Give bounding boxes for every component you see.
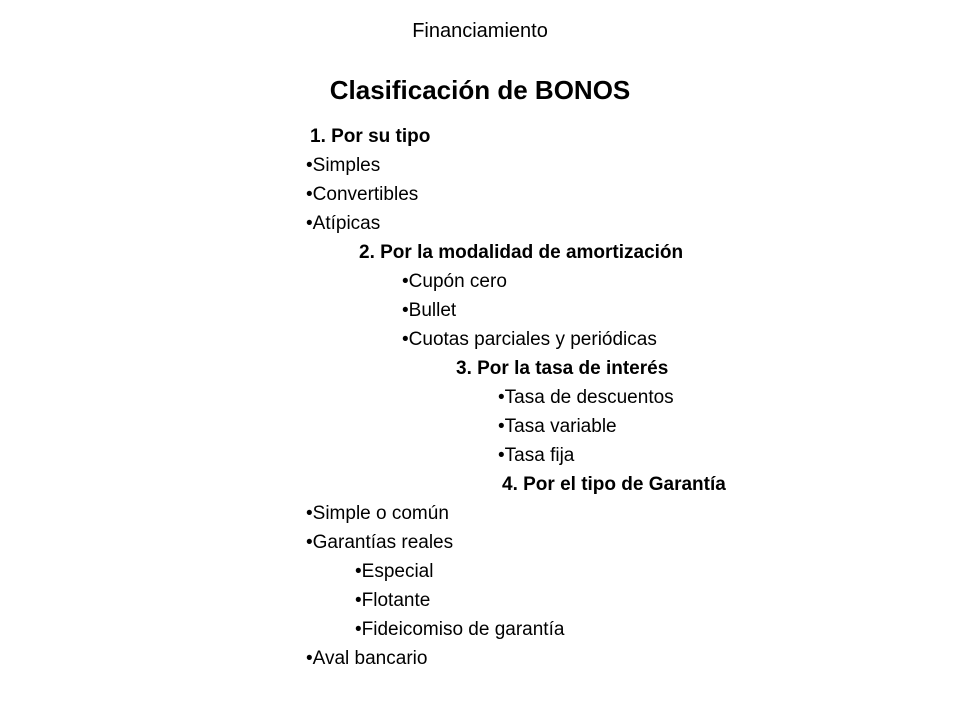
outline-item-label: 2. Por la modalidad de amortización — [359, 242, 684, 263]
outline-item-label: Cuotas parciales y periódicas — [408, 329, 657, 350]
bullet-icon: • — [355, 619, 362, 640]
outline-item-label: 4. Por el tipo de Garantía — [502, 474, 726, 495]
outline-item-label: Fideicomiso de garantía — [361, 619, 565, 640]
outline-item-label: Simple o común — [312, 503, 449, 524]
outline-heading — [502, 472, 726, 498]
outline-bullet-item — [306, 530, 453, 556]
bullet-icon: • — [355, 590, 362, 611]
outline-item-label: Simples — [312, 155, 381, 176]
outline-item-label: Aval bancario — [312, 648, 428, 669]
outline-item-label: Tasa variable — [504, 416, 617, 437]
outline-bullet-item — [402, 298, 456, 324]
outline-item-label: Atípicas — [312, 213, 381, 234]
outline-heading — [310, 124, 430, 150]
outline-item-label: Garantías reales — [312, 532, 454, 553]
slide-title: Clasificación de BONOS — [329, 75, 631, 105]
bullet-icon: • — [306, 648, 313, 669]
bullet-icon: • — [402, 271, 409, 292]
bullet-icon: • — [498, 445, 505, 466]
bullet-icon: • — [306, 503, 313, 524]
bullet-icon: • — [498, 387, 505, 408]
outline-heading — [456, 356, 668, 382]
outline-bullet-item — [402, 327, 657, 353]
outline-item-label: Tasa de descuentos — [504, 387, 674, 408]
outline-bullet-item — [355, 588, 430, 614]
bullet-icon: • — [402, 329, 409, 350]
bullet-icon: • — [306, 213, 313, 234]
outline-heading — [359, 240, 683, 266]
bullet-icon: • — [306, 184, 313, 205]
outline-bullet-item — [355, 559, 433, 585]
outline-bullet-item — [306, 211, 380, 237]
outline-bullet-item — [306, 182, 418, 208]
bullet-icon: • — [355, 561, 362, 582]
outline-bullet-item — [402, 269, 507, 295]
outline-item-label: Tasa fija — [504, 445, 575, 466]
outline-bullet-item — [306, 646, 427, 672]
outline-bullet-item — [498, 385, 674, 411]
outline-bullet-item — [355, 617, 564, 643]
slide-header: Financiamiento — [412, 20, 548, 42]
bullet-icon: • — [306, 532, 313, 553]
bullet-icon: • — [402, 300, 409, 321]
outline-bullet-item — [498, 414, 617, 440]
outline-item-label: Especial — [361, 561, 434, 582]
outline-item-label: Convertibles — [312, 184, 419, 205]
bullet-icon: • — [498, 416, 505, 437]
outline-item-label: 3. Por la tasa de interés — [456, 358, 669, 379]
outline-item-label: Bullet — [408, 300, 457, 321]
outline-bullet-item — [306, 501, 449, 527]
bullet-icon: • — [306, 155, 313, 176]
outline-item-label: 1. Por su tipo — [310, 126, 431, 147]
outline-item-label: Cupón cero — [408, 271, 507, 292]
outline-item-label: Flotante — [361, 590, 431, 611]
outline-bullet-item — [498, 443, 574, 469]
outline-bullet-item — [306, 153, 380, 179]
